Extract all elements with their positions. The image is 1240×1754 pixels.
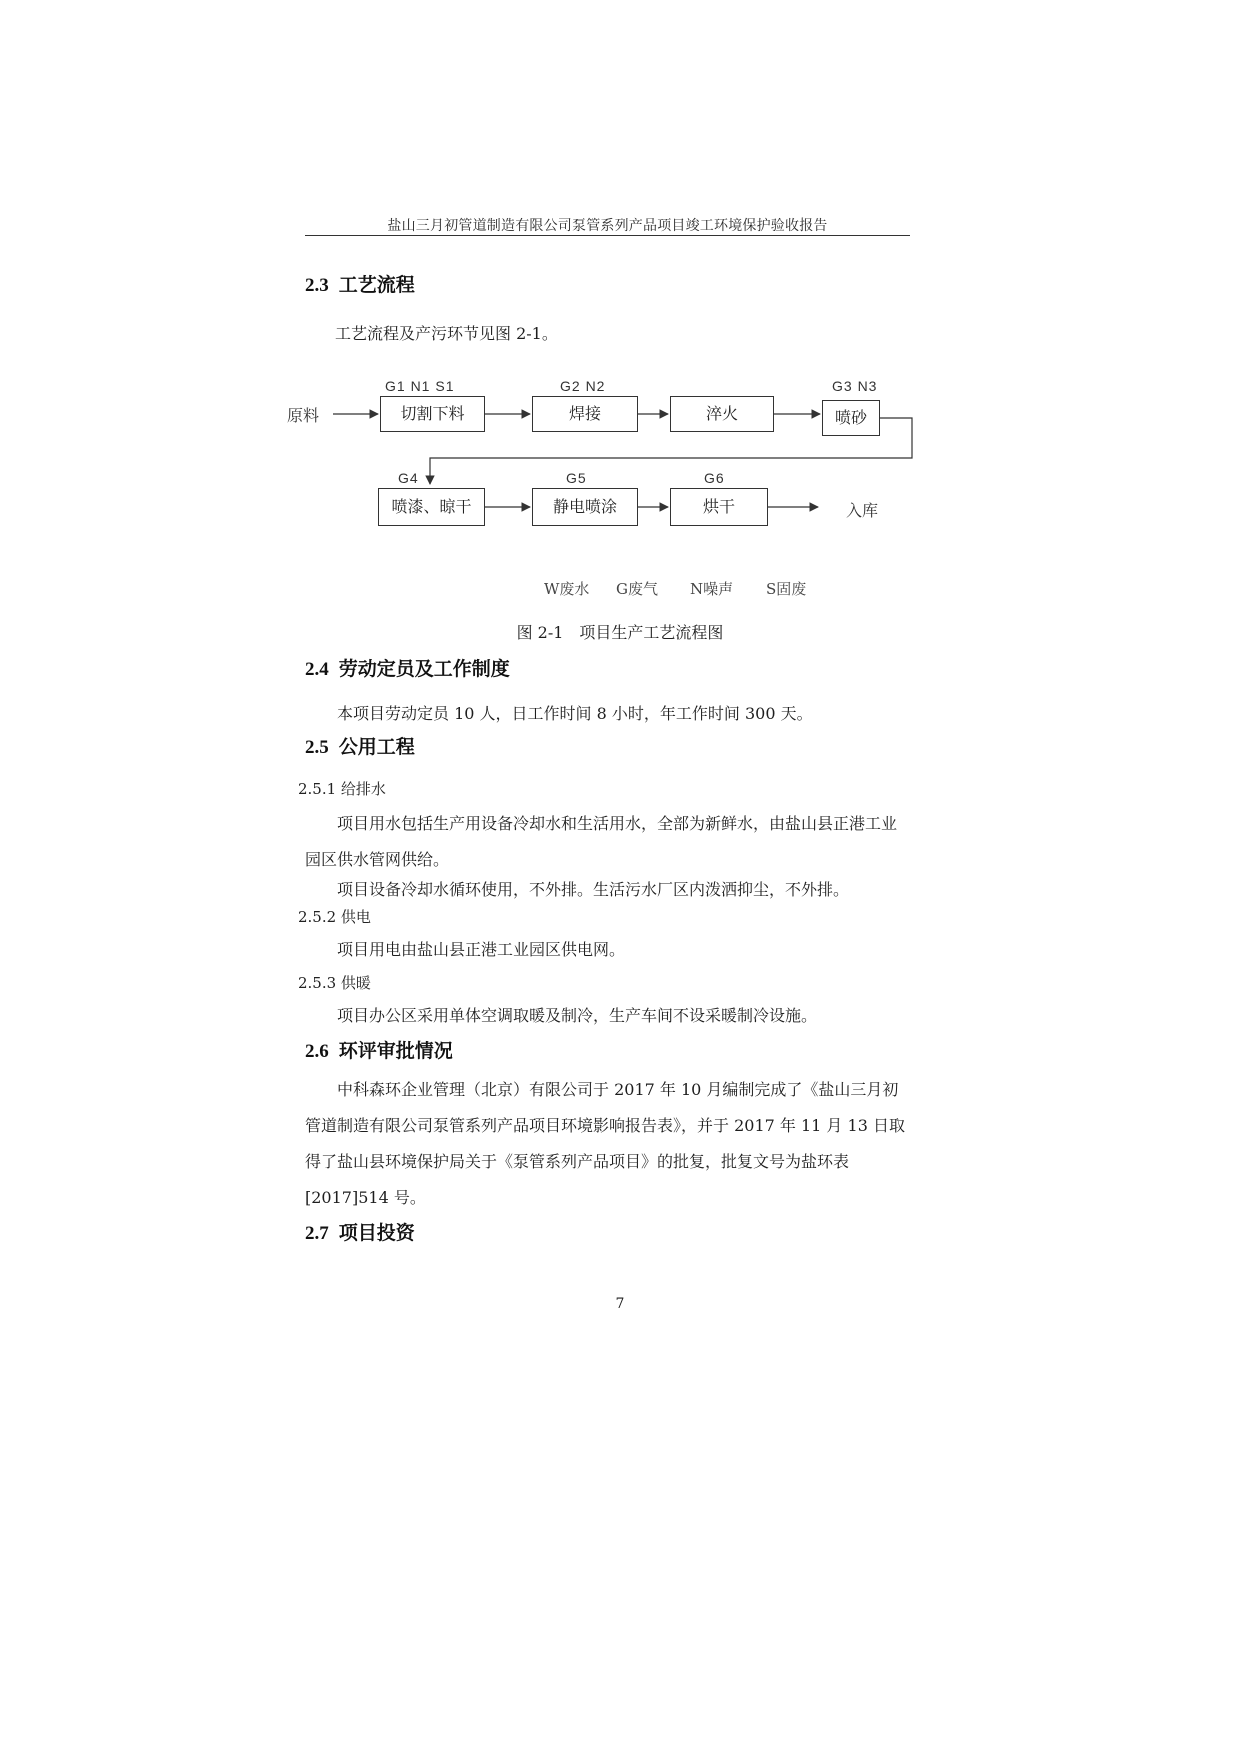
legend-solid-waste: S固废 (766, 580, 807, 598)
section-title: 项目投资 (338, 1222, 415, 1244)
step-tag: G2 N2 (560, 378, 606, 394)
section-title: 劳动定员及工作制度 (338, 658, 510, 680)
step-tag: G4 (398, 470, 419, 486)
section-number: 2.6 (305, 1041, 329, 1062)
step-box-quenching: 淬火 (670, 396, 774, 432)
step-tag: G6 (704, 470, 725, 486)
paragraph-water-supply: 项目用水包括生产用设备冷却水和生活用水，全部为新鲜水，由盐山县正港工业园区供水管网供给。 (305, 814, 898, 869)
paragraph-heating: 项目办公区采用单体空调取暖及制冷，生产车间不设采暖制冷设施。 (337, 1006, 818, 1025)
running-header: 盐山三月初管道制造有限公司泵管系列产品项目竣工环境保护验收报告 (387, 218, 828, 234)
section-heading-2-5 (305, 732, 415, 759)
legend-wastewater: W废水 (544, 580, 590, 598)
paragraph-2-3: 工艺流程及产污环节见图 2-1。 (335, 324, 558, 343)
step-tag: G1 N1 S1 (385, 378, 455, 394)
section-number: 2.5 (305, 737, 329, 758)
step-tag: G3 N3 (832, 378, 878, 394)
subsection-heading-2-5-2: 2.5.2 供电 (298, 908, 371, 926)
process-flow-diagram (0, 0, 1240, 620)
step-box-sandblasting: 喷砂 (822, 400, 880, 436)
step-box-painting-drying: 喷漆、晾干 (378, 488, 485, 526)
step-tag: G5 (566, 470, 587, 486)
section-heading-2-4 (305, 654, 510, 681)
page-number: 7 (615, 1296, 625, 1312)
subsection-heading-2-5-1: 2.5.1 给排水 (298, 780, 386, 798)
step-box-welding: 焊接 (532, 396, 638, 432)
flow-input-label: 原料 (287, 406, 320, 425)
section-title: 环评审批情况 (338, 1040, 453, 1062)
section-title: 公用工程 (338, 736, 415, 758)
legend-noise: N噪声 (690, 580, 734, 598)
flow-output-label: 入库 (846, 501, 879, 520)
figure-caption: 图 2-1 项目生产工艺流程图 (516, 623, 724, 642)
step-box-baking: 烘干 (670, 488, 768, 526)
section-number: 2.7 (305, 1223, 329, 1244)
paragraph-water-discharge: 项目设备冷却水循环使用，不外排。生活污水厂区内泼洒抑尘，不外排。 (337, 880, 850, 899)
paragraph-power-supply: 项目用电由盐山县正港工业园区供电网。 (337, 940, 626, 959)
paragraph-eia-approval: 中科森环企业管理（北京）有限公司于 2017 年 10 月编制完成了《盐山三月初管道制造有限公司泵管系列产品项目环境影响报告表》，并于 2017 年 11 月 13 日取得了盐山县环境保护局关于《泵管系列产品项目》的批复，批复文号为盐环表[2017]514 号。 (305, 1080, 905, 1207)
step-box-cutting: 切割下料 (380, 396, 485, 432)
section-title: 工艺流程 (338, 274, 415, 296)
section-number: 2.4 (305, 659, 329, 680)
subsection-heading-2-5-3: 2.5.3 供暖 (298, 974, 371, 992)
section-number: 2.3 (305, 275, 329, 296)
section-heading-2-6 (305, 1036, 453, 1063)
step-box-electrostatic-spraying: 静电喷涂 (532, 488, 638, 526)
legend-waste-gas: G废气 (616, 580, 658, 598)
paragraph-2-4: 本项目劳动定员 10 人，日工作时间 8 小时，年工作时间 300 天。 (337, 704, 813, 723)
section-heading-2-7 (305, 1218, 415, 1245)
